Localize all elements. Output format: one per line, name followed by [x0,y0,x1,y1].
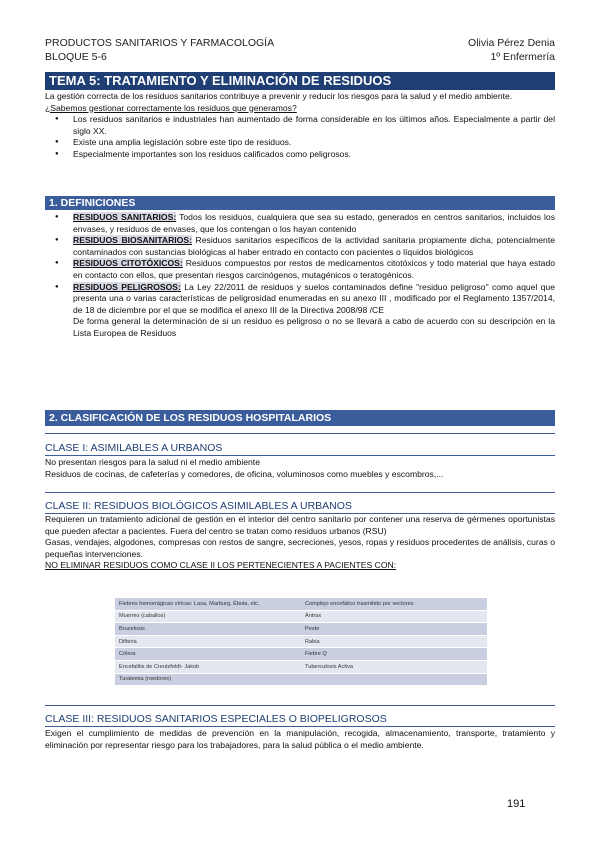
definition-text: La Ley 22/2011 de residuos y suelos contaminados define "residuo peligroso" como aquel que presenta una o varias características de peligrosidad enumeradas en su anexo III , modificado por el Reglamento 1357/2014, de 18 de diciembre por el que se modifica el anexo III de la Directiva 2008/98 /CE [73,281,555,315]
table-cell: Fiebres hemorrágicas víricas: Lasa, Marburg, Ébola, etc. [115,598,301,610]
intro-bullets [45,114,555,160]
intro-question: ¿Sabemos gestionar correctamente los residuos que generamos? [45,102,297,113]
class-2-title: CLASE II: RESIDUOS BIOLÓGICOS ASIMILABLES A URBANOS [45,499,555,514]
definition-text: Todos los residuos, cualquiera que sea su estado, generados en centros sanitarios, incluidos los envases, y residuos de envases, que los contengan o los hayan contenido [73,212,555,234]
class-1-title: CLASE I: ASIMILABLES A URBANOS [45,441,555,456]
definition-term: RESIDUOS SANITARIOS: [73,212,177,222]
course-year: 1º Enfermería [490,51,555,63]
definition-item [45,282,555,340]
divider [45,705,555,706]
table-row [115,673,487,686]
class-3-title: CLASE III: RESIDUOS SANITARIOS ESPECIALES O BIOPELIGROSOS [45,712,555,727]
divider [45,433,555,434]
class-2-paragraph: Requieren un tratamiento adicional de gestión en el interior del centro sanitario por contener una reserva de gérmenes oportunistas que pueden afectar a pacientes. Fuera del centro se tratan como residuos urbanos (RSU) [45,514,555,536]
definition-item [45,258,555,281]
divider [45,492,555,493]
definition-text: Residuos sanitarios específicos de la actividad sanitaria propiamente dicha, potencialmente contaminados con sustancias biológicas al haber entrado en contacto con pacientes o líquidos biológicos [73,235,555,257]
table-cell: Rabia [301,635,487,648]
table-row [115,598,487,610]
table-row [115,635,487,648]
page-header [45,36,555,64]
definition-term: RESIDUOS PELIGROSOS: [73,281,181,292]
table-cell: Cólera [115,648,301,661]
definition-term: RESIDUOS CITOTÓXICOS: [73,258,183,269]
definitions-list [45,212,555,340]
definition-item [45,212,555,235]
class-2-warning: NO ELIMINAR RESIDUOS COMO CLASE II LOS PERTENECIENTES A PACIENTES CON: [45,560,397,571]
section-heading-classification: 2. CLASIFICACIÓN DE LOS RESIDUOS HOSPITALARIOS [45,410,555,426]
table-row [115,648,487,661]
list-item: ● Existe una amplia legislación sobre este tipo de residuos. [45,137,555,149]
class-2-paragraph: Gasas, vendajes, algodones, compresas con restos de sangre, secreciones, yesos, ropas y residuos procedentes de análisis, curas o pequeñas intervenciones. [45,537,555,559]
class-3-text [45,728,555,751]
page-number: 191 [507,798,526,810]
author-name: Olivia Pérez Denia [468,37,555,49]
table-cell [301,673,487,686]
course-title: PRODUCTOS SANITARIOS Y FARMACOLOGÍA [45,37,275,49]
excluded-diseases-table [115,598,487,686]
definition-term: RESIDUOS BIOSANITARIOS: [73,235,192,246]
definition-extra: De forma general la determinación de si un residuo es peligroso o no se llevará a cabo de acuerdo con su descripción en la Lista Europea de Residuos [73,316,555,338]
table-row [115,623,487,636]
list-item: ● Especialmente importantes son los residuos calificados como peligrosos. [45,149,555,161]
table-cell: Complejo encefálico trasmitido por vectores [301,598,487,610]
table-cell: Peste [301,623,487,636]
table-cell: Ántrax [301,610,487,623]
definition-item [45,235,555,258]
table-cell: Muermo (caballos) [115,610,301,623]
table-cell: Brucelosis [115,623,301,636]
table-cell: Tuberculosis Activa [301,660,487,673]
intro-paragraph: La gestión correcta de los residuos sanitarios contribuye a prevenir y reducir los riesgos para la salud y el medio ambiente. [45,91,513,101]
table-cell: Difteria [115,635,301,648]
class-1-text [45,457,555,480]
table-cell: Encefalitis de Creutzfeldt- Jakob [115,660,301,673]
class-3-paragraph: Exigen el cumplimiento de medidas de prevención en la manipulación, recogida, almacenamiento, transporte, tratamiento y eliminación por representar riesgo para los trabajadores, para la salud pública o el medio ambiente. [45,728,555,750]
section-heading-definitions: 1. DEFINICIONES [45,196,555,210]
class-2-text [45,514,555,572]
table-row [115,610,487,623]
table-cell: Fiebre Q [301,648,487,661]
intro-block [45,91,555,161]
topic-title: TEMA 5: TRATAMIENTO Y ELIMINACIÓN DE RESIDUOS [45,72,555,90]
table-cell: Turalemia (roedores) [115,673,301,686]
definitions-block [45,212,555,340]
class-1-line: Residuos de cocinas, de cafeterías y comedores, de oficina, voluminosos como muebles y escombros,... [45,468,444,479]
block-label: BLOQUE 5-6 [45,51,107,63]
table-row [115,660,487,673]
definition-text: Residuos compuestos por restos de medicamentos citotóxicos y todo material que haya estado en contacto con ellos, que presentan riesgos carcinógenos, mutagénicos o teratogénicos. [73,258,555,280]
class-1-line: No presentan riesgos para la salud ni el medio ambiente [45,457,260,467]
list-item: ● Los residuos sanitarios e industriales han aumentado de forma considerable en los últimos años. Especialmente a partir del siglo XX. [45,114,555,137]
